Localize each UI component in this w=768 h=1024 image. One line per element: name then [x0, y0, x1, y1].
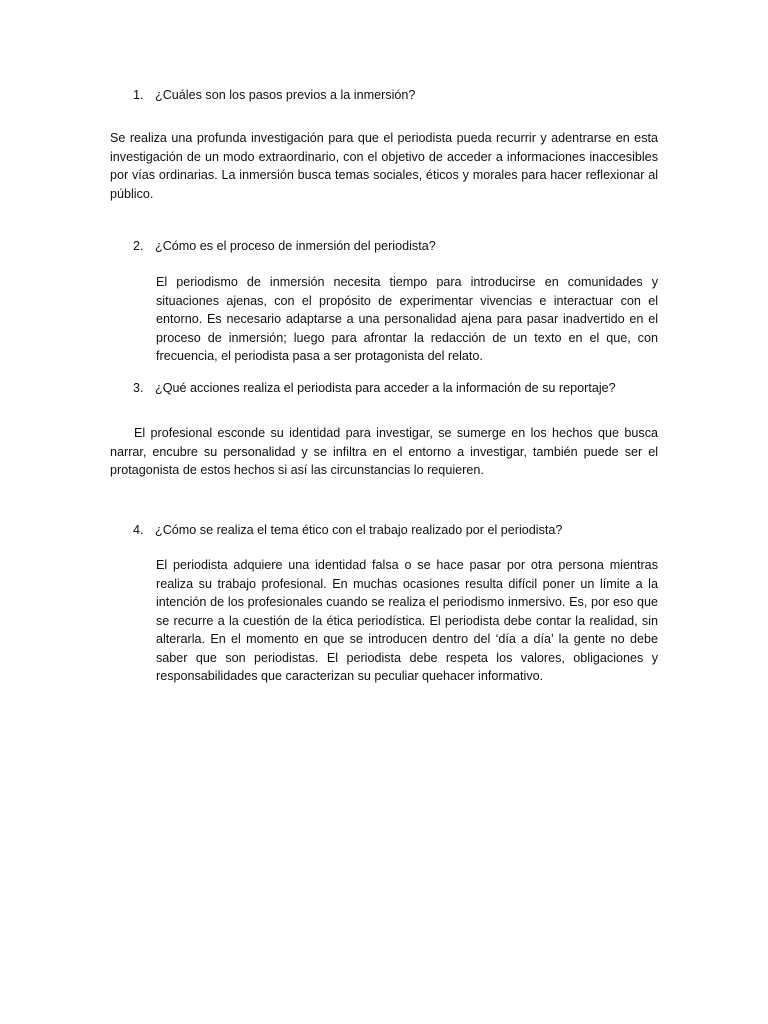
question-number: 2.: [133, 239, 144, 253]
question-3: [133, 379, 673, 398]
question-number: 4.: [133, 523, 144, 537]
question-text: ¿Cuáles son los pasos previos a la inmersión?: [155, 88, 416, 102]
question-text: ¿Cómo es el proceso de inmersión del periodista?: [155, 239, 436, 253]
answer-1: Se realiza una profunda investigación para que el periodista pueda recurrir y adentrarse en esta investigación de un modo extraordinario, con el objetivo de acceder a informaciones inaccesibles por vías ordinarias. La inmersión busca temas sociales, éticos y morales para hacer reflexionar al público.: [110, 131, 658, 201]
question-2: [133, 237, 673, 256]
question-number: 1.: [133, 88, 144, 102]
question-1: [133, 86, 673, 105]
question-4: [133, 521, 673, 540]
answer-4: El periodista adquiere una identidad falsa o se hace pasar por otra persona mientras realiza su trabajo profesional. En muchas ocasiones resulta difícil poner un límite a la intención de los profesionales cuando se realiza el periodismo inmersivo. Es, por eso que se recurre a la cuestión de la ética periodística. El periodista debe contar la realidad, sin alterarla. En el momento en que se introducen dentro del ‘día a día’ la gente no debe saber que son periodistas. El periodista debe respeta los valores, obligaciones y responsabilidades que caracterizan su peculiar quehacer informativo.: [156, 558, 658, 683]
question-text: ¿Qué acciones realiza el periodista para acceder a la información de su reportaje?: [155, 381, 616, 395]
answer-2: El periodismo de inmersión necesita tiempo para introducirse en comunidades y situaciones ajenas, con el propósito de experimentar vivencias e interactuar con el entorno. Es necesario adaptarse a una personalidad ajena para pasar inadvertido en el proceso de inmersión; luego para afrontar la redacción de un texto en el que, con frecuencia, el periodista pasa a ser protagonista del relato.: [156, 275, 658, 363]
answer-3: El profesional esconde su identidad para investigar, se sumerge en los hechos que busca narrar, encubre su personalidad y se infiltra en el entorno a investigar, también puede ser el protagonista de estos hechos si así las circunstancias lo requieren.: [110, 426, 658, 477]
question-number: 3.: [133, 381, 144, 395]
question-text: ¿Cómo se realiza el tema ético con el trabajo realizado por el periodista?: [155, 523, 563, 537]
